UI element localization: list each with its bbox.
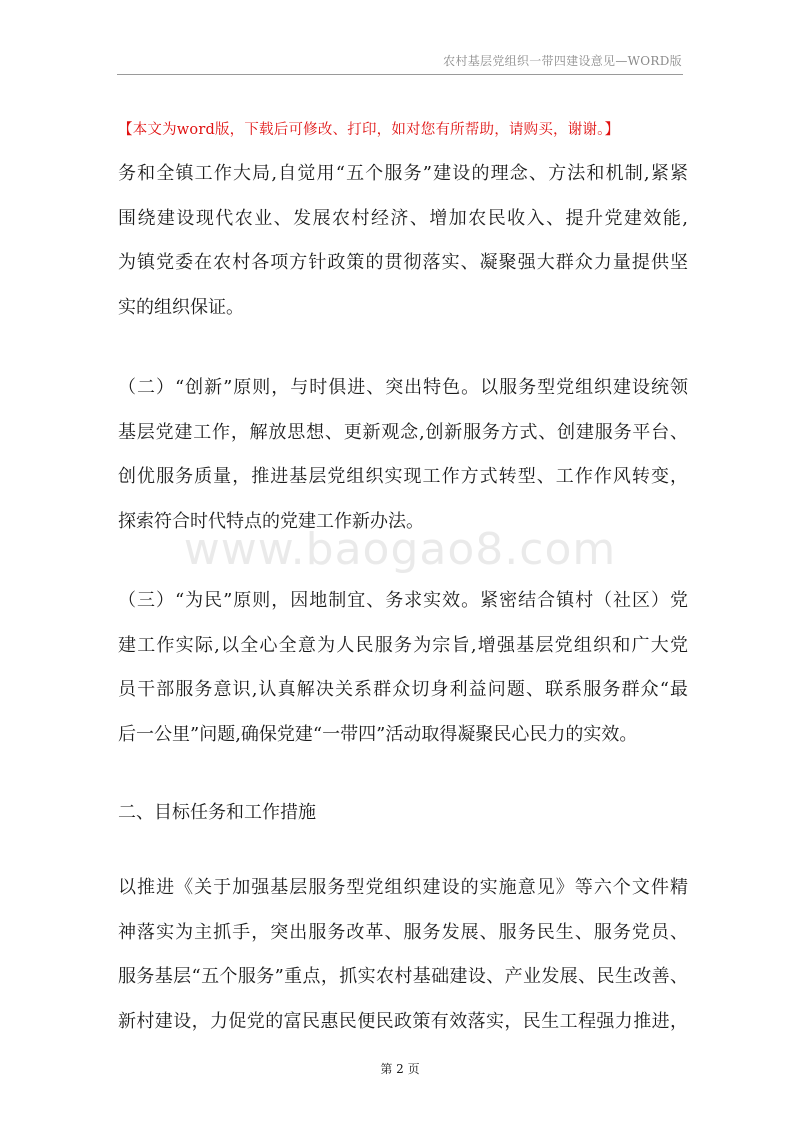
paragraph-line: （三）“为民”原则，因地制宜、务求实效。紧密结合镇村（社区）党 [118,590,688,611]
paragraph-line: 新村建设，力促党的富民惠民便民政策有效落实，民生工程强力推进， [118,1010,688,1032]
paragraph-line: 员干部服务意识,认真解决关系群众切身利益问题、联系服务群众“最 [118,679,688,700]
paragraph-line: 后一公里”问题,确保党建“一带四”活动取得凝聚民心民力的实效。 [118,723,638,745]
header-divider [117,74,683,75]
header-title: 农村基层党组织一带四建设意见—WORD版 [443,54,682,68]
paragraph-line: 探索符合时代特点的党建工作新办法。 [118,510,424,532]
paragraph-line: 建工作实际,以全心全意为人民服务为宗旨,增强基层党组织和广大党 [118,634,688,656]
paragraph-line: 创优服务质量，推进基层党组织实现工作方式转型、工作作风转变， [118,466,688,487]
paragraph-line: 基层党建工作，解放思想、更新观念,创新服务方式、创建服务平台、 [118,421,688,443]
purchase-notice: 【本文为word版，下载后可修改、打印，如对您有所帮助，请购买，谢谢。】 [118,122,620,138]
paragraph-line: 神落实为主抓手，突出服务改革、服务发展、服务民生、服务党员、 [118,921,688,943]
page-number: 第 2 页 [380,1062,420,1076]
paragraph-line: 务和全镇工作大局,自觉用“五个服务”建设的理念、方法和机制,紧紧 [118,163,688,184]
paragraph-2 [118,366,688,544]
paragraph-line: 实的组织保证。 [118,296,244,318]
paragraph-line: 服务基层“五个服务”重点，抓实农村基础建设、产业发展、民生改善、 [118,966,688,987]
watermark: www.baogao8.com [183,524,617,575]
paragraph-3 [118,579,688,757]
paragraph-1 [118,152,688,330]
paragraph-line: 为镇党委在农村各项方针政策的贯彻落实、凝聚强大群众力量提供坚 [118,252,688,273]
section-heading: 二、目标任务和工作措施 [118,802,316,823]
paragraph-line: （二）“创新”原则，与时俱进、突出特色。以服务型党组织建设统领 [118,377,688,398]
paragraph-line: 围绕建设现代农业、发展农村经济、增加农民收入、提升党建效能, [118,207,688,229]
paragraph-line: 以推进《关于加强基层服务型党组织建设的实施意见》等六个文件精 [118,877,688,898]
paragraph-4 [118,866,688,1044]
